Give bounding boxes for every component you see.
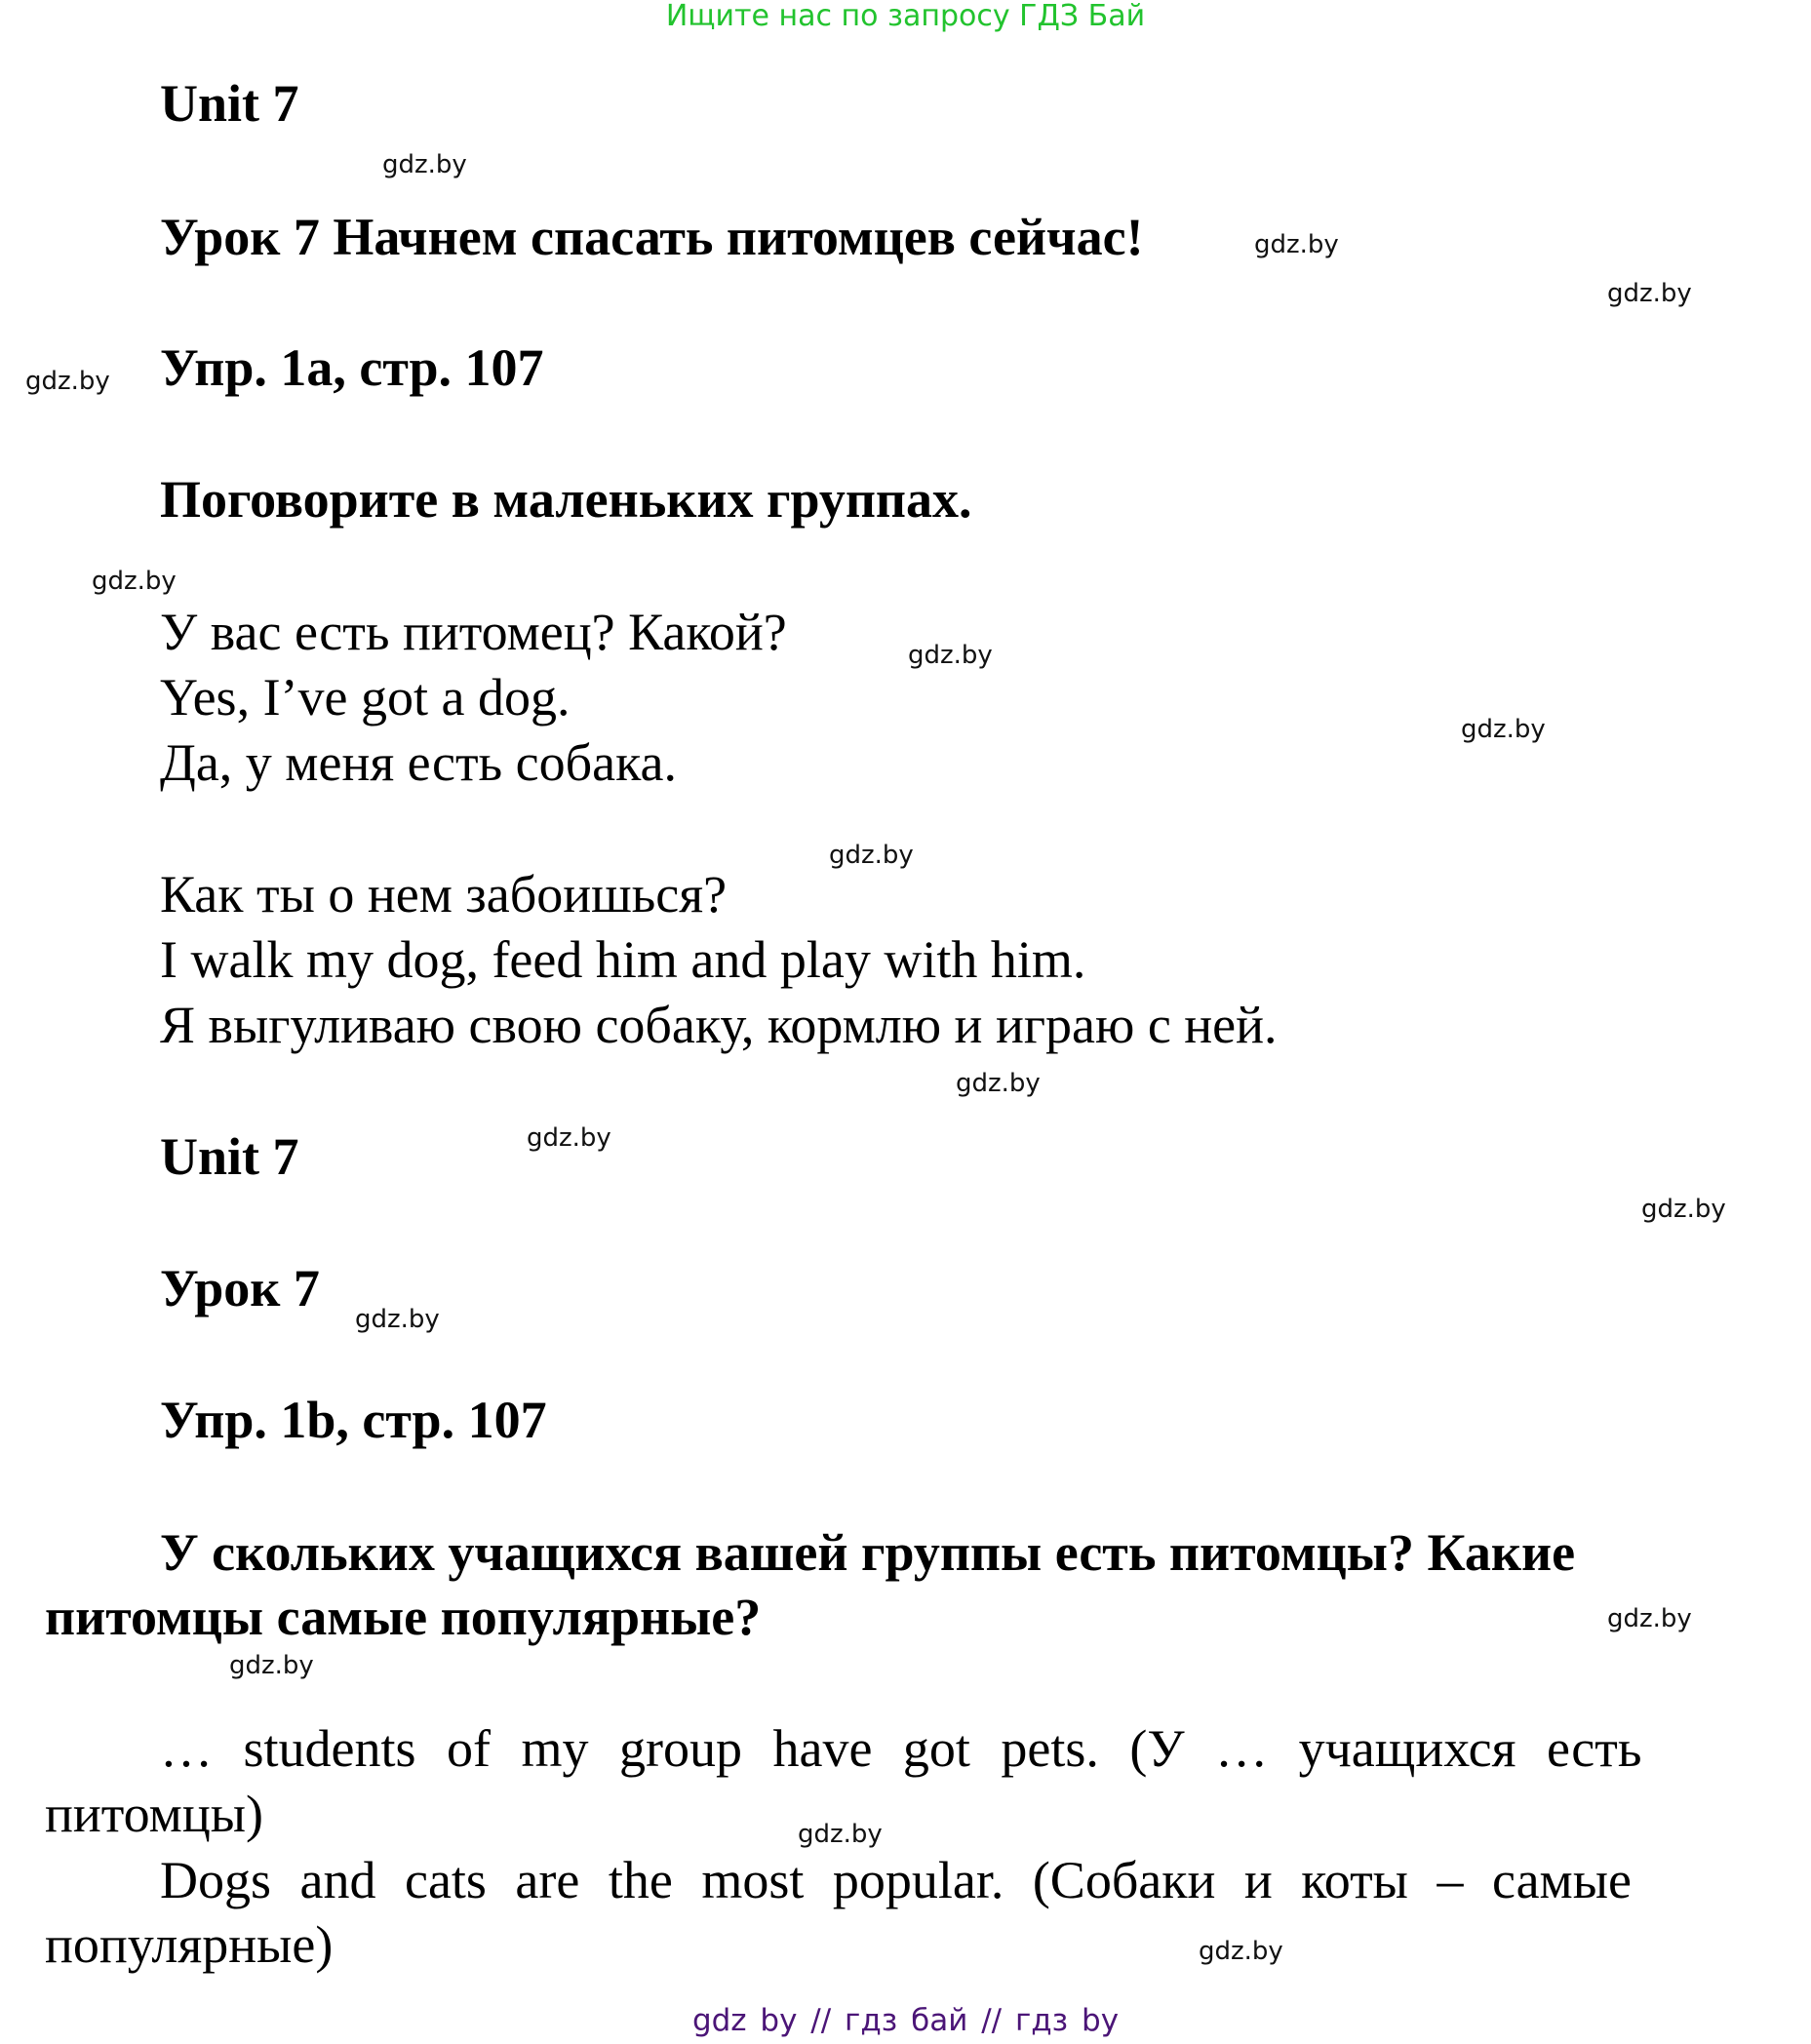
- search-banner[interactable]: Ищите нас по запросу ГДЗ Бай: [665, 0, 1146, 33]
- answer-line-cont: питомцы): [45, 1785, 263, 1843]
- watermark: gdz.by: [355, 1305, 440, 1334]
- answer-text: … students of my group have got pets. (У … учащихся есть: [160, 1719, 1642, 1778]
- watermark: gdz.by: [1641, 1195, 1726, 1224]
- task-instruction: [45, 1522, 1752, 1583]
- answer-line: [160, 1718, 1752, 1779]
- footer-links[interactable]: gdz by // гдз бай // гдз by: [691, 2003, 1120, 2038]
- watermark: gdz.by: [798, 1820, 883, 1849]
- dialog-line: Как ты о нем забоишься?: [160, 865, 728, 924]
- watermark: gdz.by: [1199, 1937, 1283, 1966]
- unit-heading: Unit 7: [160, 74, 299, 133]
- task-instruction: Поговорите в маленьких группах.: [160, 470, 972, 529]
- watermark: gdz.by: [829, 841, 914, 870]
- lesson-title: Урок 7: [160, 1259, 320, 1317]
- answer-line-cont: популярные): [45, 1915, 334, 1974]
- dialog-line: I walk my dog, feed him and play with him.: [160, 930, 1086, 989]
- answer-line: Dogs and cats are the most popular. (Собаки и коты – самые: [160, 1851, 1632, 1909]
- watermark: gdz.by: [1254, 230, 1339, 259]
- watermark: gdz.by: [1607, 279, 1692, 308]
- exercise-heading: Упр. 1a, стр. 107: [160, 338, 544, 397]
- dialog-line: Yes, I’ve got a dog.: [160, 668, 571, 727]
- task-instruction-cont: питомцы самые популярные?: [45, 1588, 762, 1646]
- watermark: gdz.by: [229, 1651, 314, 1680]
- watermark: gdz.by: [956, 1069, 1041, 1098]
- dialog-line: У вас есть питомец? Какой?: [160, 603, 787, 661]
- watermark: gdz.by: [382, 150, 467, 179]
- watermark: gdz.by: [25, 367, 110, 396]
- dialog-line: Да, у меня есть собака.: [160, 733, 677, 792]
- watermark: gdz.by: [1607, 1604, 1692, 1633]
- exercise-heading: Упр. 1b, стр. 107: [160, 1391, 547, 1449]
- watermark: gdz.by: [908, 641, 993, 670]
- watermark: gdz.by: [92, 567, 177, 596]
- lesson-title: Урок 7 Начнем спасать питомцев сейчас!: [160, 208, 1144, 266]
- dialog-line: Я выгуливаю свою собаку, кормлю и играю с ней.: [160, 996, 1278, 1054]
- watermark: gdz.by: [527, 1123, 611, 1153]
- watermark: gdz.by: [1461, 715, 1546, 744]
- unit-heading: Unit 7: [160, 1127, 299, 1186]
- task-line: У скольких учащихся вашей группы есть питомцы? Какие: [160, 1523, 1576, 1582]
